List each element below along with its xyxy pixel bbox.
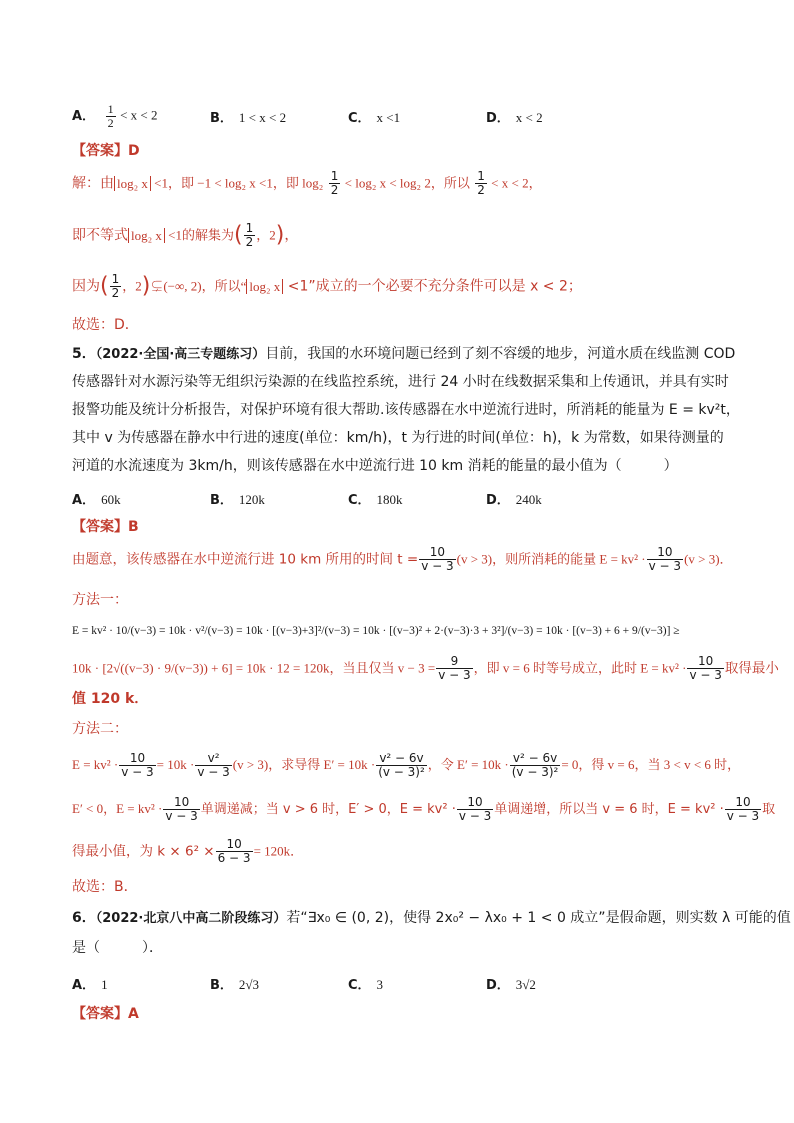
q6-option-a: A． 1 [72, 977, 108, 993]
q5-method-2-line-1: E = kv² · $\frac{10}{v - 3}$ = 10k · $\frac{\text{v²}}{v - 3}$ (v > 3)，求导得 E′ = 10k · $\frac{\text{v² − 6v}}{\text{(v − 3)²}}$ ，令 E′ = 10k · $\frac{\text{v² − 6v}}{\text{(v − 3)²}}$ = 0，得 v = 6，当 3 < v < 6 时， [72, 751, 741, 779]
fraction-half: $\frac{1}{2}$ [107, 102, 114, 130]
q4-option-d: D． x < 2 [486, 110, 543, 126]
q5-stem-line-3: 报警功能及统计分析报告，对保护环境有很大帮助.该传感器在水中逆流行进时，所消耗的能量为 E = kv²t， [72, 402, 740, 418]
q4-solution-line-2: 即不等式 log₂ x <1的解集为( $\frac{1}{2}$ ，2)， [72, 221, 299, 249]
q6-option-c: C． 3 [348, 977, 384, 993]
q6-stem-line-1: 6．（2022·北京八中高二阶段练习）若“∃x₀ ∈ (0, 2)，使得 2x₀² − λx₀ + 1 < 0 成立”是假命题，则实数 λ 可能的值 [72, 910, 791, 926]
q5-option-d: D． 240k [486, 492, 542, 508]
q5-option-a: A． 60k [72, 492, 121, 508]
q4-solution-line-1: 解：由 log₂ x <1，即 −1 < log₂ x <1，即 log₂ $\frac{1}{2}$ < log₂ x < log₂ 2，所以 $\frac{1}{2}$ < x < 2， [72, 169, 542, 197]
q5-method-1-line-2: 10k · [2√((v−3) · 9/(v−3)) + 6] = 10k · 12 = 120k，当且仅当 v − 3 = $\frac{9}{v - 3}$ ，即 v = 6 时等号成立，此时 E = kv² · $\frac{10}{v - 3}$ 取得最小 [72, 654, 779, 682]
q5-stem-line-4: 其中 v 为传感器在静水中行进的速度(单位：km/h)，t 为行进的时间(单位：h)，k 为常数，如果待测量的 [72, 430, 724, 446]
q5-solution-intro: 由题意，该传感器在水中逆流行进 10 km 所用的时间 t = $\frac{10}{v - 3}$ (v > 3)，则所消耗的能量 E = kv² · $\frac{10}{v - 3}$ (v > 3)． [72, 545, 733, 573]
q6-stem-line-2: 是（ ）． [72, 940, 163, 956]
q4-option-b: B． 1 < x < 2 [210, 110, 287, 126]
q4-option-c: C． x <1 [348, 110, 401, 126]
q4-conclusion: 故选：D． [72, 317, 139, 333]
q4-answer-tag: 【答案】D [72, 143, 140, 159]
q5-method-1-line-3: 值 120 k． [72, 691, 149, 707]
q6-answer-tag: 【答案】A [72, 1006, 139, 1022]
q5-method-2-label: 方法二： [72, 721, 128, 737]
q4-option-a: A． $\frac{1}{2}$ < x < 2 [72, 102, 158, 130]
q5-method-1-label: 方法一： [72, 592, 128, 608]
option-label: A． [72, 108, 96, 124]
q5-stem-line-5: 河道的水流速度为 3km/h，则该传感器在水中逆流行进 10 km 消耗的能量的最小值为（ ） [72, 458, 678, 474]
q6-option-d: D． 3√2 [486, 977, 536, 993]
q5-option-b: B． 120k [210, 492, 265, 508]
q5-method-2-line-2: E′ < 0，E = kv² · $\frac{10}{v - 3}$ 单调递减；当 v > 6 时，E′ > 0，E = kv² · $\frac{10}{v - 3}$ 单调递增，所以当 v = 6 时，E = kv² · $\frac{10}{v - 3}$ 取 [72, 795, 776, 823]
q4-solution-line-3: 因为( $\frac{1}{2}$ ，2)⊊(−∞, 2)，所以“ log₂ x <1”成立的一个必要不充分条件可以是 x < 2； [72, 272, 582, 300]
q5-method-2-line-3: 得最小值，为 k × 6² × $\frac{10}{6 - 3}$ = 120k． [72, 837, 304, 865]
q5-conclusion: 故选：B． [72, 879, 138, 895]
q5-option-c: C． 180k [348, 492, 403, 508]
q5-answer-tag: 【答案】B [72, 519, 139, 535]
q5-method-1-line-1: E = kv² · 10/(v−3) = 10k · v²/(v−3) = 10k · [(v−3)+3]²/(v−3) = 10k · [(v−3)² + 2·(v−3)·3 + 3²]/(v−3) = 10k · [(v−3) + 6 + 9/(v−3)] ≥ [72, 625, 680, 637]
q5-stem-line-2: 传感器针对水源污染等无组织污染源的在线监控系统，进行 24 小时在线数据采集和上传通讯，并具有实时 [72, 374, 729, 390]
q5-stem-line-1: 5．（2022·全国·高三专题练习）目前，我国的水环境问题已经到了刻不容缓的地步，河道水质在线监测 COD [72, 346, 736, 362]
q6-option-b: B． 2√3 [210, 977, 260, 993]
